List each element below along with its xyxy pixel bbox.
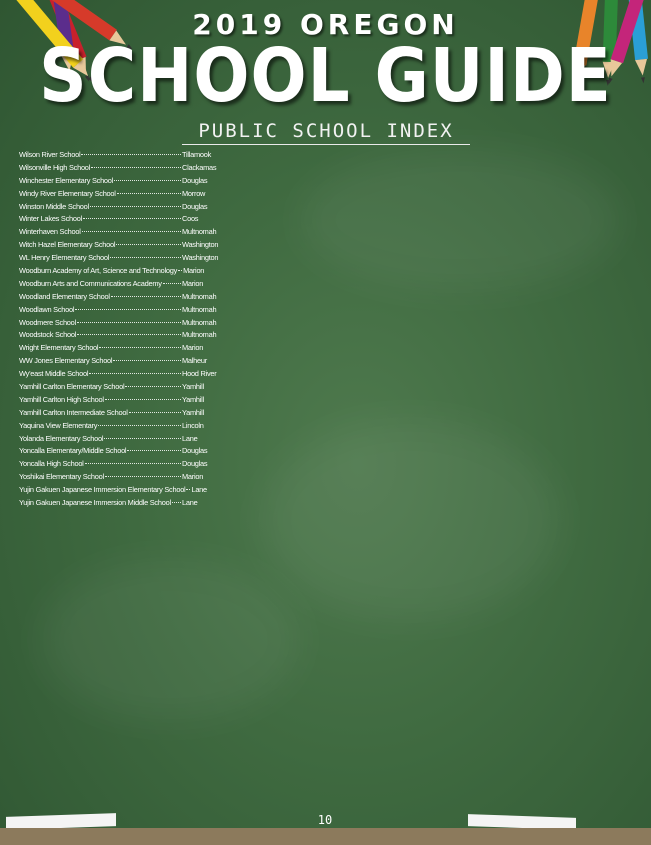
list-item — [19, 330, 219, 343]
dot-leader — [104, 438, 181, 439]
dot-leader — [99, 347, 181, 348]
county-name: Marion — [182, 343, 204, 353]
chalk-smudge — [260, 420, 560, 620]
county-name: Washington — [182, 240, 219, 250]
dot-leader — [178, 270, 182, 271]
county-name: Marion — [183, 266, 205, 276]
dot-leader — [82, 231, 181, 232]
page-title: SCHOOL GUIDE — [39, 32, 612, 119]
county-name: Coos — [182, 214, 199, 224]
list-item — [19, 150, 219, 163]
county-name: Lincoln — [182, 420, 204, 430]
list-item — [19, 382, 219, 395]
school-name: Winterhaven School — [19, 227, 81, 237]
county-name: Washington — [182, 253, 219, 263]
list-item — [19, 421, 219, 434]
school-name: Wilson River School — [19, 150, 81, 159]
list-item — [19, 459, 219, 472]
school-name: Yujin Gakuen Japanese Immersion Middle School — [19, 498, 171, 508]
school-name: Yaquina View Elementary — [19, 420, 98, 430]
dot-leader — [129, 412, 181, 413]
list-item — [19, 305, 219, 318]
dot-leader — [89, 373, 181, 374]
county-name: Yamhill — [182, 407, 204, 417]
school-name: Winter Lakes School — [19, 214, 83, 224]
title-year-state: 2019 OREGON — [192, 8, 459, 41]
list-item — [19, 446, 219, 459]
list-item — [19, 498, 219, 511]
list-item — [19, 318, 219, 331]
county-name: Douglas — [182, 446, 208, 456]
list-item — [19, 434, 219, 447]
school-name: Yoshikai Elementary School — [19, 472, 104, 482]
dot-leader — [127, 450, 181, 451]
county-name: Douglas — [182, 201, 208, 211]
county-name: Multnomah — [182, 227, 217, 237]
county-name: Tillamook — [182, 150, 212, 159]
school-name: Yoncalla High School — [19, 459, 84, 469]
school-name: Yamhill Carlton Elementary School — [19, 382, 125, 392]
list-item — [19, 472, 219, 485]
school-name: Yolanda Elementary School — [19, 433, 104, 443]
dot-leader — [186, 489, 190, 490]
list-item — [19, 292, 219, 305]
list-item — [19, 356, 219, 369]
county-name: Multnomah — [182, 330, 217, 340]
dot-leader — [90, 206, 181, 207]
school-name: Winchester Elementary School — [19, 175, 114, 185]
school-index-list — [19, 150, 219, 511]
school-name: Woodland Elementary School — [19, 291, 110, 301]
school-name: Woodburn Academy of Art, Science and Technology — [19, 266, 178, 276]
dot-leader — [125, 386, 181, 387]
dot-leader — [111, 296, 181, 297]
list-item — [19, 266, 219, 279]
school-name: Yamhill Carlton Intermediate School — [19, 407, 128, 417]
list-item — [19, 408, 219, 421]
county-name: Yamhill — [182, 382, 204, 392]
county-name: Marion — [182, 472, 204, 482]
school-name: Woodburn Arts and Communications Academy — [19, 278, 162, 288]
school-name: WW Jones Elementary School — [19, 356, 113, 366]
list-item — [19, 253, 219, 266]
county-name: Marion — [182, 278, 204, 288]
county-name: Multnomah — [182, 317, 217, 327]
dot-leader — [113, 360, 181, 361]
school-name: Windy River Elementary School — [19, 188, 116, 198]
dot-leader — [105, 476, 181, 477]
school-name: Yoncalla Elementary/Middle School — [19, 446, 127, 456]
list-item — [19, 240, 219, 253]
dot-leader — [116, 244, 181, 245]
dot-leader — [105, 399, 181, 400]
list-item — [19, 163, 219, 176]
county-name: Multnomah — [182, 304, 217, 314]
dot-leader — [83, 218, 181, 219]
chalk-tray — [0, 828, 651, 845]
school-name: Witch Hazel Elementary School — [19, 240, 116, 250]
school-name: Woodlawn School — [19, 304, 75, 314]
list-item — [19, 176, 219, 189]
county-name: Yamhill — [182, 394, 204, 404]
dot-leader — [77, 334, 181, 335]
county-name: Clackamas — [182, 162, 217, 172]
chalk-smudge — [40, 560, 300, 720]
county-name: Lane — [182, 498, 198, 508]
list-item — [19, 343, 219, 356]
dot-leader — [85, 463, 181, 464]
school-name: WL Henry Elementary School — [19, 253, 110, 263]
county-name: Hood River — [182, 369, 217, 379]
county-name: Malheur — [182, 356, 207, 366]
dot-leader — [81, 154, 181, 155]
county-name: Morrow — [182, 188, 206, 198]
dot-leader — [75, 309, 181, 310]
county-name: Lane — [191, 485, 207, 495]
page-number: 10 — [317, 813, 333, 827]
county-name: Douglas — [182, 459, 208, 469]
school-name: Yamhill Carlton High School — [19, 394, 104, 404]
list-item — [19, 227, 219, 240]
school-name: Woodmere School — [19, 317, 76, 327]
dot-leader — [163, 283, 181, 284]
school-name: Wilsonville High School — [19, 162, 91, 172]
dot-leader — [117, 193, 181, 194]
list-item — [19, 202, 219, 215]
list-item — [19, 279, 219, 292]
section-subtitle: PUBLIC SCHOOL INDEX — [182, 118, 470, 145]
chalk-smudge — [300, 150, 620, 290]
dot-leader — [114, 180, 181, 181]
dot-leader — [172, 502, 181, 503]
list-item — [19, 485, 219, 498]
school-name: Wright Elementary School — [19, 343, 99, 353]
school-name: Woodstock School — [19, 330, 77, 340]
school-name: Wy'east Middle School — [19, 369, 89, 379]
county-name: Lane — [182, 433, 198, 443]
list-item — [19, 214, 219, 227]
county-name: Douglas — [182, 175, 208, 185]
list-item — [19, 369, 219, 382]
county-name: Multnomah — [182, 291, 217, 301]
list-item — [19, 395, 219, 408]
dot-leader — [110, 257, 181, 258]
dot-leader — [77, 322, 181, 323]
dot-leader — [91, 167, 181, 168]
dot-leader — [98, 425, 181, 426]
list-item — [19, 189, 219, 202]
school-name: Winston Middle School — [19, 201, 89, 211]
school-name: Yujin Gakuen Japanese Immersion Elementary School — [19, 485, 186, 495]
